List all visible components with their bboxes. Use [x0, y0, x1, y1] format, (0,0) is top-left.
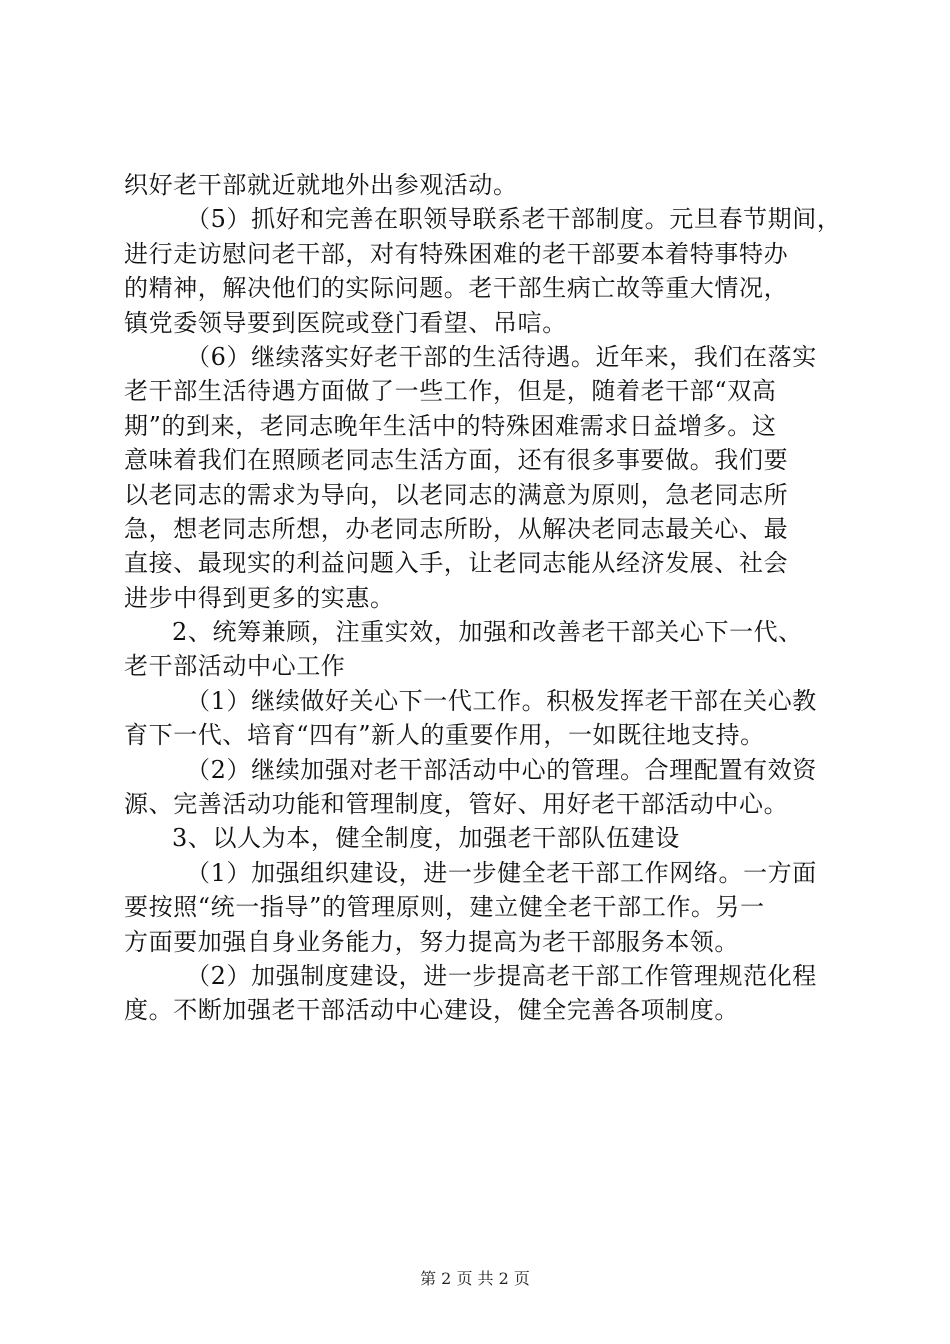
paragraph-line: 度。不断加强老干部活动中心建设，健全完善各项制度。	[124, 996, 739, 1025]
paragraph-line: （1）继续做好关心下一代工作。积极发挥老干部在关心教	[186, 686, 817, 715]
paragraph-line: 进行走访慰问老干部，对有特殊困难的老干部要本着特事特办	[124, 239, 789, 268]
paragraph-line: 源、完善活动功能和管理制度，管好、用好老干部活动中心。	[124, 790, 789, 819]
paragraph-line: 期”的到来，老同志晚年生活中的特殊困难需求日益增多。这	[124, 411, 777, 440]
paragraph-line: 老干部生活待遇方面做了一些工作，但是，随着老干部“双高	[124, 377, 777, 406]
paragraph-line: （6）继续落实好老干部的生活待遇。近年来，我们在落实	[186, 342, 817, 371]
paragraph-line: 的精神，解决他们的实际问题。老干部生病亡故等重大情况，	[124, 274, 789, 303]
paragraph-line: 以老同志的需求为导向，以老同志的满意为原则，急老同志所	[124, 480, 789, 509]
paragraph-line: 育下一代、培育“四有”新人的重要作用，一如既往地支持。	[124, 721, 765, 750]
paragraph-line: 镇党委领导要到医院或登门看望、吊唁。	[124, 308, 567, 337]
paragraph-line: （1）加强组织建设，进一步健全老干部工作网络。一方面	[186, 858, 817, 887]
paragraph-line: （2）加强制度建设，进一步提高老干部工作管理规范化程	[186, 961, 817, 990]
paragraph-line: 意味着我们在照顾老同志生活方面，还有很多事要做。我们要	[124, 446, 789, 475]
document-body	[124, 168, 842, 1028]
section-heading-line: 3、以人为本，健全制度，加强老干部队伍建设	[172, 824, 680, 853]
paragraph-line: 急，想老同志所想，办老同志所盼，从解决老同志最关心、最	[124, 514, 789, 543]
paragraph-line: （5）抓好和完善在职领导联系老干部制度。元旦春节期间，	[186, 205, 842, 234]
paragraph-line: 织好老干部就近就地外出参观活动。	[124, 171, 518, 199]
section-heading-line: 老干部活动中心工作	[124, 652, 346, 681]
section-heading-line: 2、统筹兼顾，注重实效，加强和改善老干部关心下一代、	[172, 618, 803, 647]
paragraph-line: 直接、最现实的利益问题入手，让老同志能从经济发展、社会	[124, 549, 789, 578]
paragraph-line: 要按照“统一指导”的管理原则，建立健全老干部工作。另一	[124, 893, 765, 922]
paragraph-line: 方面要加强自身业务能力，努力提高为老干部服务本领。	[124, 927, 739, 956]
paragraph-line: （2）继续加强对老干部活动中心的管理。合理配置有效资	[186, 755, 817, 784]
page-number-footer: 第 2 页 共 2 页	[420, 1269, 530, 1288]
paragraph-line: 进步中得到更多的实惠。	[124, 583, 395, 612]
